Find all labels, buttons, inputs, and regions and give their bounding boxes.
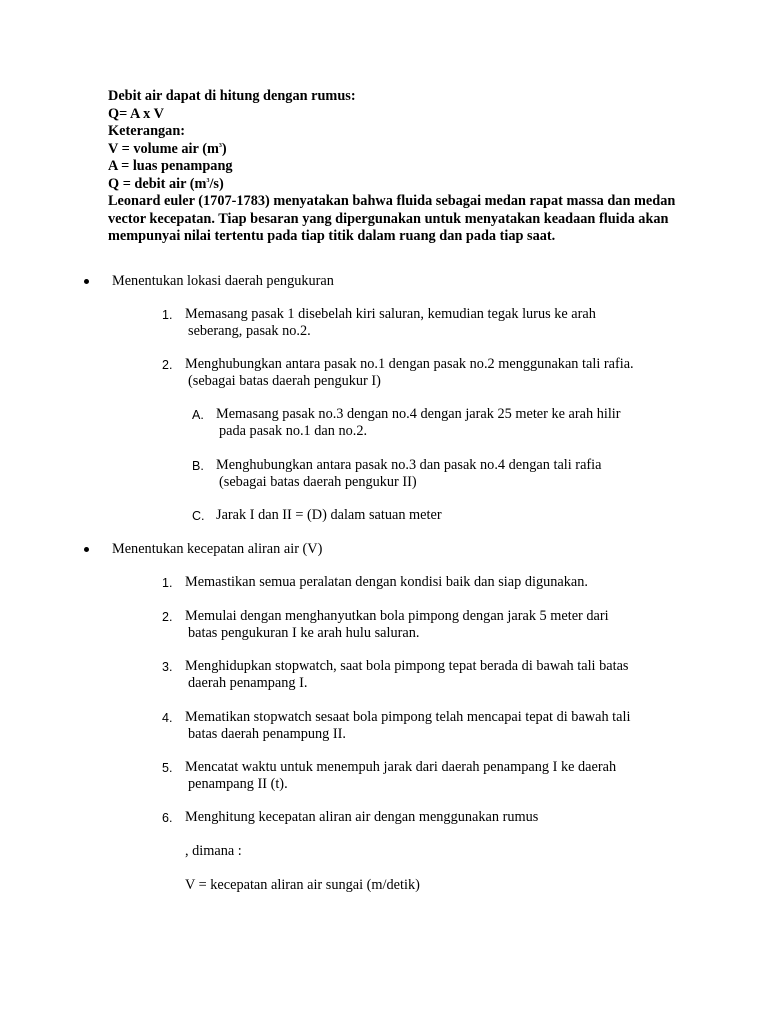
item-text [216, 457, 602, 491]
section1-title: Menentukan lokasi daerah pengukuran [112, 273, 334, 289]
header-line-1: Debit air dapat di hitung dengan rumus: [108, 88, 356, 104]
item-number: 2. [162, 610, 173, 624]
bullet-dot-icon [84, 279, 89, 284]
item-number: 6. [162, 811, 173, 825]
item-line-1: Mematikan stopwatch sesaat bola pimpong telah mencapai tepat di bawah tali [185, 709, 631, 725]
header-paragraph: Leonard euler (1707-1783) menyatakan bahwa fluida sebagai medan rapat massa dan medan vector kecepatan. Tiap besaran yang dipergunakan untuk menyatakan keadaan fluida akan mempunyai nilai tertentu pada tiap titik dalam ruang dan pada tiap saat. [108, 193, 676, 244]
item-line-2: daerah penampang I. [188, 675, 308, 691]
item-line-1: Menghidupkan stopwatch, saat bola pimpong tepat berada di bawah tali batas [185, 658, 629, 674]
item-line-2: batas pengukuran I ke arah hulu saluran. [188, 625, 420, 641]
item-text [216, 507, 442, 524]
volume-text: V = volume air (m [108, 140, 219, 157]
header-debit-def [108, 176, 693, 194]
header-area-def: A = luas penampang [108, 158, 233, 174]
debit-text: Q = debit air (m [108, 175, 207, 192]
item-text [216, 406, 621, 440]
item-letter: C. [192, 509, 205, 523]
item-line-2: pada pasak no.1 dan no.2. [219, 423, 368, 439]
item-letter: B. [192, 459, 204, 473]
item-text [185, 809, 538, 826]
item-text [185, 608, 609, 642]
item-line-1: Menghubungkan antara pasak no.1 dengan pasak no.2 menggunakan tali rafia. [185, 356, 634, 372]
item-text [185, 574, 588, 591]
header-formula: Q= A x V [108, 105, 164, 122]
item-line-2: penampang II (t). [188, 776, 288, 792]
header-volume-def [108, 141, 693, 159]
item-text [185, 306, 596, 340]
item-number: 1. [162, 308, 173, 322]
item-text [185, 759, 616, 793]
item-line-2: seberang, pasak no.2. [188, 323, 311, 339]
header-block [108, 88, 693, 246]
item-line-1: Mencatat waktu untuk menempuh jarak dari daerah penampang I ke daerah [185, 759, 617, 775]
item-number: 5. [162, 761, 173, 775]
volume-close: ) [221, 140, 227, 157]
item-line-2: batas daerah penampung II. [188, 726, 346, 742]
item-number: 1. [162, 576, 173, 590]
item-line-1: Menghitung kecepatan aliran air dengan menggunakan rumus [185, 809, 539, 825]
volume-exponent: 3 [218, 142, 222, 149]
velocity-definition: V = kecepatan aliran air sungai (m/detik) [185, 877, 420, 893]
item-number: 2. [162, 358, 173, 372]
section2-title: Menentukan kecepatan aliran air (V) [112, 541, 323, 557]
dimana-text: , dimana : [185, 843, 242, 859]
item-line-1: Memastikan semua peralatan dengan kondisi baik dan siap digunakan. [185, 574, 588, 590]
item-text [185, 709, 630, 743]
debit-close: /s) [209, 175, 224, 192]
item-line-1: Jarak I dan II = (D) dalam satuan meter [216, 507, 442, 523]
item-text [185, 658, 628, 692]
item-letter: A. [192, 408, 204, 422]
item-line-2: (sebagai batas daerah pengukur II) [219, 474, 417, 490]
item-line-1: Memulai dengan menghanyutkan bola pimpong dengan jarak 5 meter dari [185, 608, 609, 624]
debit-exponent: 3 [206, 177, 210, 184]
item-number: 4. [162, 711, 173, 725]
bullet-dot-icon [84, 547, 89, 552]
item-text [185, 356, 634, 390]
item-line-2: (sebagai batas daerah pengukur I) [188, 373, 381, 389]
item-number: 3. [162, 660, 173, 674]
item-line-1: Menghubungkan antara pasak no.3 dan pasak no.4 dengan tali rafia [216, 457, 602, 473]
header-keterangan: Keterangan: [108, 123, 186, 139]
item-line-1: Memasang pasak no.3 dengan no.4 dengan jarak 25 meter ke arah hilir [216, 406, 621, 422]
item-line-1: Memasang pasak 1 disebelah kiri saluran, kemudian tegak lurus ke arah [185, 306, 596, 322]
